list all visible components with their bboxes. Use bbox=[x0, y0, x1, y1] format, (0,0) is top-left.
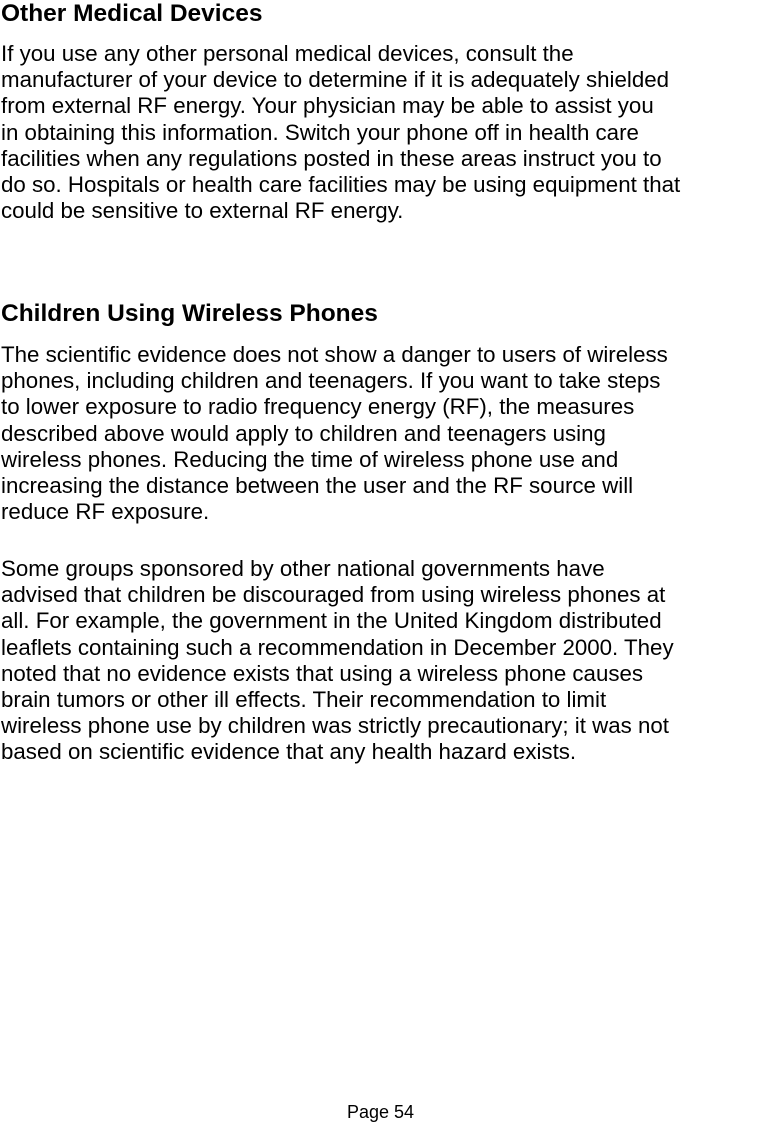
text-line: noted that no evidence exists that using a wireless phone causes bbox=[1, 660, 644, 686]
paragraph-other-medical-devices bbox=[1, 41, 680, 224]
text-line: Some groups sponsored by other national governments have bbox=[1, 556, 605, 581]
text-line: brain tumors or other ill effects. Their recommendation to limit bbox=[1, 687, 607, 713]
text-line: described above would apply to children and teenagers using bbox=[1, 420, 606, 446]
text-line: leaflets containing such a recommendation in December 2000. They bbox=[1, 634, 674, 660]
text-line: wireless phone use by children was strictly precautionary; it was not bbox=[1, 713, 669, 739]
text-line: reduce RF exposure. bbox=[1, 499, 210, 525]
text-line: in obtaining this information. Switch your phone off in health care bbox=[1, 119, 639, 145]
text-line: If you use any other personal medical devices, consult the bbox=[1, 41, 574, 66]
text-line: from external RF energy. Your physician may be able to assist you bbox=[1, 93, 654, 119]
section-heading-other-medical-devices: Other Medical Devices bbox=[1, 0, 263, 27]
paragraph-children-2 bbox=[1, 556, 674, 766]
text-line: could be sensitive to external RF energy. bbox=[1, 198, 404, 224]
text-line: wireless phones. Reducing the time of wireless phone use and bbox=[1, 446, 619, 472]
text-line: increasing the distance between the user and the RF source will bbox=[1, 473, 634, 499]
text-line: to lower exposure to radio frequency energy (RF), the measures bbox=[1, 394, 635, 420]
text-line: advised that children be discouraged from using wireless phones at bbox=[1, 582, 666, 608]
text-line: do so. Hospitals or health care facilities may be using equipment that bbox=[1, 172, 681, 198]
text-line: all. For example, the government in the United Kingdom distributed bbox=[1, 608, 662, 634]
page-number: Page 54 bbox=[346, 1102, 415, 1122]
text-line: phones, including children and teenagers. If you want to take steps bbox=[1, 368, 661, 394]
section-heading-children-using-wireless-phones: Children Using Wireless Phones bbox=[1, 300, 378, 327]
text-line: facilities when any regulations posted in these areas instruct you to bbox=[1, 145, 662, 171]
paragraph-children-1 bbox=[1, 342, 668, 525]
text-line: based on scientific evidence that any health hazard exists. bbox=[1, 739, 577, 765]
text-line: The scientific evidence does not show a danger to users of wireless bbox=[1, 342, 668, 367]
text-line: manufacturer of your device to determine if it is adequately shielded bbox=[1, 67, 670, 93]
